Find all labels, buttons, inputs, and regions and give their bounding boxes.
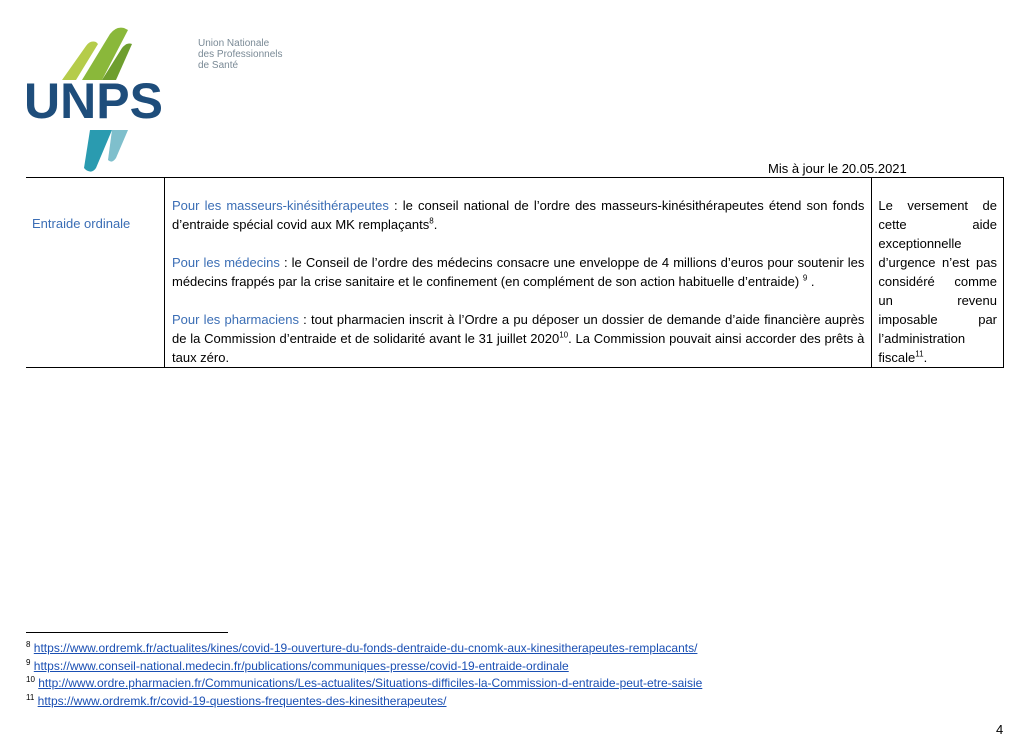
table-row <box>26 178 1004 368</box>
remark-tail: . <box>923 350 928 365</box>
footnote-ref: 10 <box>559 330 569 340</box>
paragraph-tail: . <box>807 274 815 289</box>
remark-text: Le versement de cette aide exceptionnelle d’urgence n’est pas considéré comme un revenu imposable par l’administration fiscale <box>878 198 997 365</box>
row-description <box>165 178 872 368</box>
footnote-ref: 9 <box>802 273 808 283</box>
logo-line-3: de Santé <box>198 60 239 71</box>
page-number: 4 <box>996 722 1004 737</box>
paragraph-text: : tout pharmacien inscrit à l’Ordre a pu déposer un dossier de demande d’aide financière auprès de la Commission d’entraide et de solidarité avant le 31 juillet 2020 <box>172 312 865 346</box>
paragraph-lead: Pour les masseurs-kinésithérapeutes <box>172 198 389 213</box>
paragraph-pharmaciens <box>172 310 864 367</box>
paragraph-kine <box>172 196 864 234</box>
footnote-link[interactable]: http://www.ordre.pharmacien.fr/Communications/Les-actualites/Situations-difficiles-la-Commission-d-entraide-peut-etre-saisie <box>38 676 703 690</box>
paragraph-tail: . La Commission pouvait ainsi accorder des prêts à taux zéro. <box>172 331 865 365</box>
footnote-number: 11 <box>26 692 35 702</box>
footnote-ref: 11 <box>915 349 924 359</box>
paragraph-text: : le Conseil de l’ordre des médecins consacre une enveloppe de 4 millions d’euros pour soutenir les médecins frappés par la crise sanitaire et le confinement (en complément de son action habituelle d’entraide) <box>172 255 865 289</box>
paragraph-tail: . <box>433 217 438 232</box>
row-remark <box>872 178 1004 368</box>
logo-acronym: UNPS <box>24 73 163 129</box>
footnote-number: 10 <box>26 675 35 684</box>
footnote-8 <box>26 640 702 658</box>
logo-line-2: des Professionnels <box>198 49 283 60</box>
footnote-number: 9 <box>26 657 31 667</box>
paragraph-text: : le conseil national de l’ordre des masseurs-kinésithérapeutes étend son fonds d’entraide spécial covid aux MK remplaçants <box>172 198 865 232</box>
footnote-ref: 8 <box>429 216 434 226</box>
footnote-11 <box>26 693 702 711</box>
aid-table <box>26 177 1004 368</box>
footnote-number: 8 <box>26 640 31 649</box>
logo-tagline <box>198 38 283 71</box>
footnote-link[interactable]: https://www.conseil-national.medecin.fr/publications/communiques-presse/covid-19-entraide-ordinale <box>33 658 569 673</box>
footnote-10 <box>26 675 702 693</box>
footnote-separator <box>26 632 228 633</box>
paragraph-medecins <box>172 253 864 291</box>
row-label: Entraide ordinale <box>26 178 165 368</box>
footnote-link[interactable]: https://www.ordremk.fr/actualites/kines/covid-19-ouverture-du-fonds-dentraide-du-cnomk-aux-kinesitherapeutes-remplacants/ <box>33 641 698 655</box>
logo-line-1: Union Nationale <box>198 38 270 49</box>
footnote-link[interactable]: https://www.ordremk.fr/covid-19-questions-frequentes-des-kinesitherapeutes/ <box>37 693 447 708</box>
footnotes <box>26 640 702 710</box>
paragraph-lead: Pour les médecins <box>172 255 280 270</box>
paragraph-lead: Pour les pharmaciens <box>172 312 299 327</box>
footnote-9 <box>26 658 702 676</box>
update-date: Mis à jour le 20.05.2021 <box>768 161 907 176</box>
